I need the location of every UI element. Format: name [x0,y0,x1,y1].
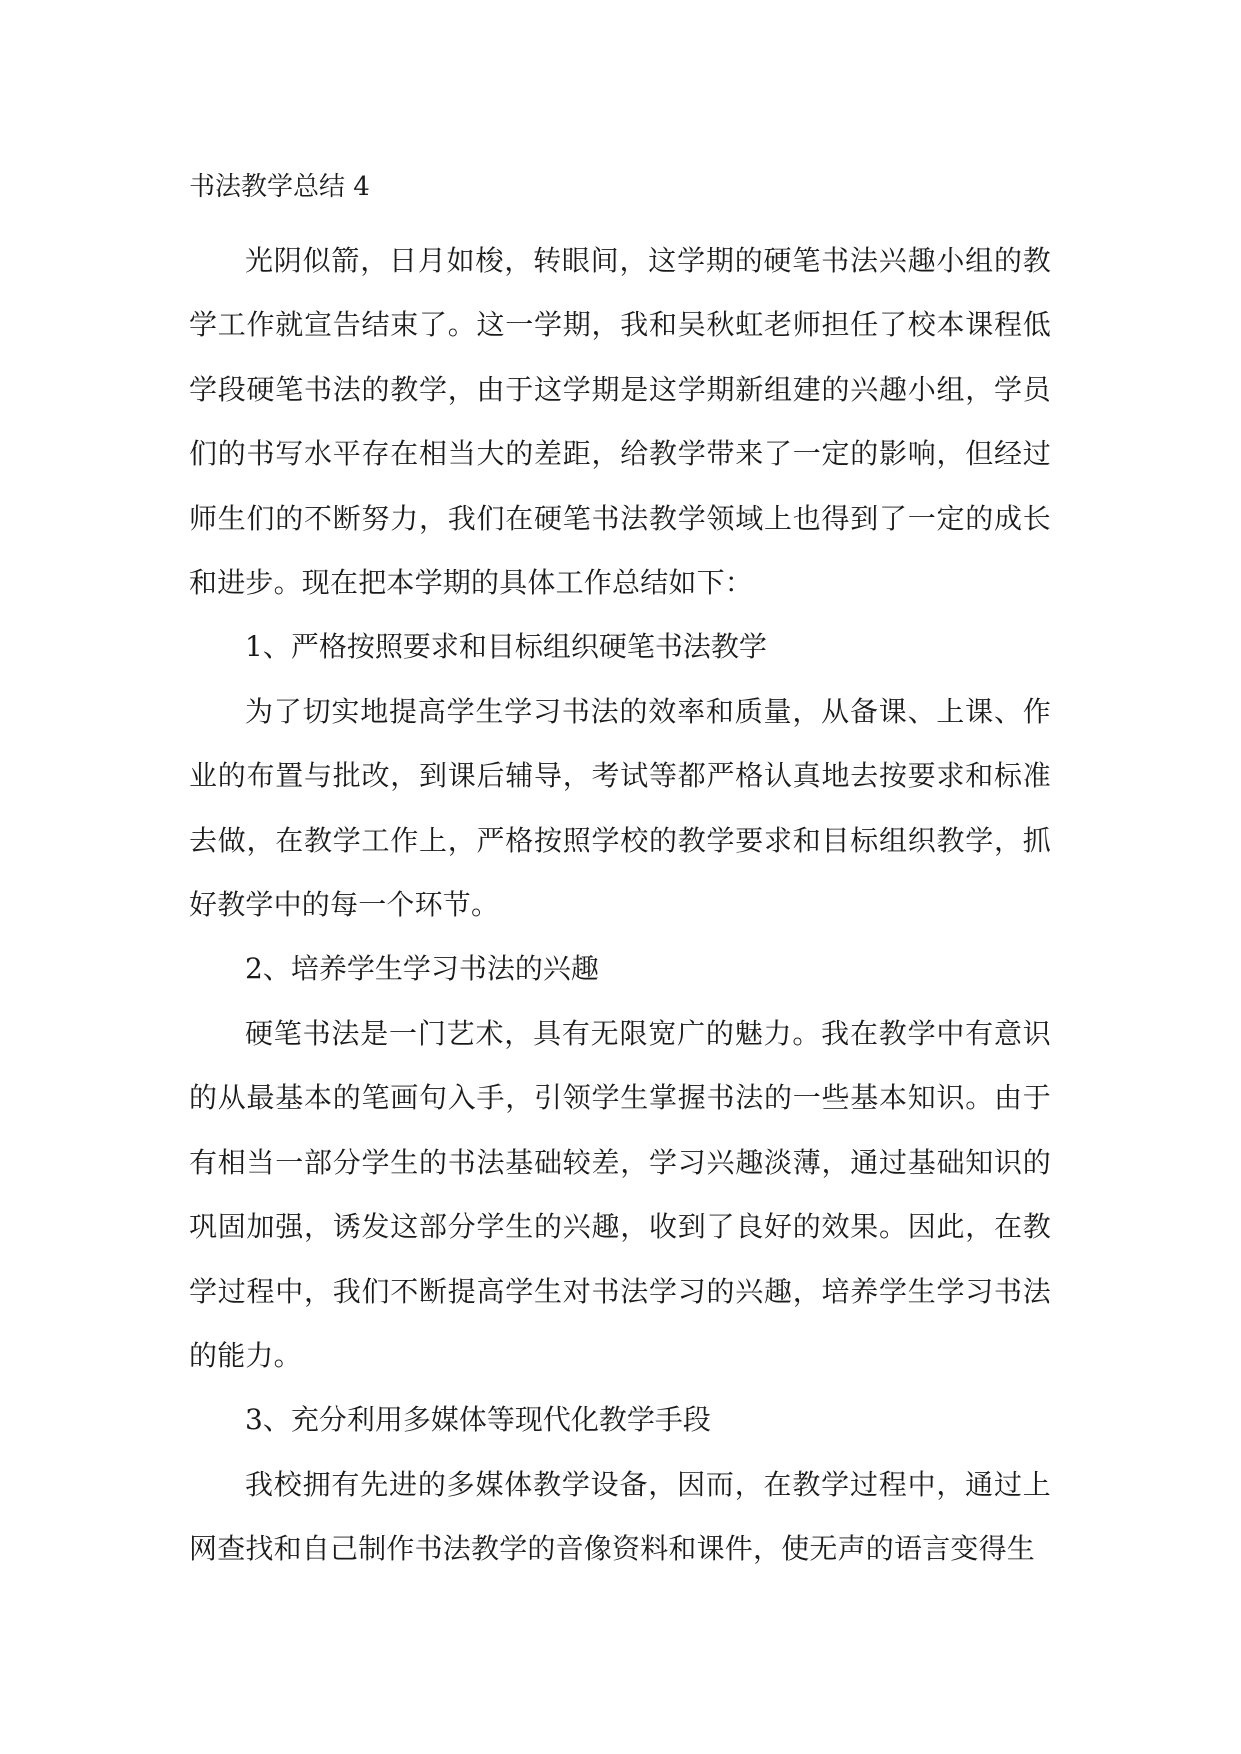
section-heading-1: 1、严格按照要求和目标组织硬笔书法教学 [245,630,767,664]
section-heading-2: 2、培养学生学习书法的兴趣 [245,952,599,986]
intro-paragraph: 光阴似箭，日月如梭，转眼间，这学期的硬笔书法兴趣小组的教学工作就宣告结束了。这一学期，我和吴秋虹老师担任了校本课程低学段硬笔书法的教学，由于这学期是这学期新组建的兴趣小组，学员们的书写水平存在相当大的差距，给教学带来了一定的影响，但经过师生们的不断努力，我们在硬笔书法教学领域上也得到了一定的成长和进步。现在把本学期的具体工作总结如下： [189,244,1051,600]
section-heading-3: 3、充分利用多媒体等现代化教学手段 [245,1403,711,1437]
section-paragraph-3: 我校拥有先进的多媒体教学设备，因而，在教学过程中，通过上网查找和自己制作书法教学的音像资料和课件，使无声的语言变得生 [189,1467,1051,1566]
section-paragraph-2: 硬笔书法是一门艺术，具有无限宽广的魅力。我在教学中有意识的从最基本的笔画句入手，引领学生掌握书法的一些基本知识。由于有相当一部分学生的书法基础较差，学习兴趣淡薄，通过基础知识的巩固加强，诱发这部分学生的兴趣，收到了良好的效果。因此，在教学过程中，我们不断提高学生对书法学习的兴趣，培养学生学习书法的能力。 [189,1016,1051,1372]
document-title: 书法教学总结 4 [189,172,370,202]
document-body [189,165,1051,1582]
section-paragraph-1: 为了切实地提高学生学习书法的效率和质量，从备课、上课、作业的布置与批改，到课后辅导，考试等都严格认真地去按要求和标准去做，在教学工作上，严格按照学校的教学要求和目标组织教学，抓好教学中的每一个环节。 [189,694,1051,922]
